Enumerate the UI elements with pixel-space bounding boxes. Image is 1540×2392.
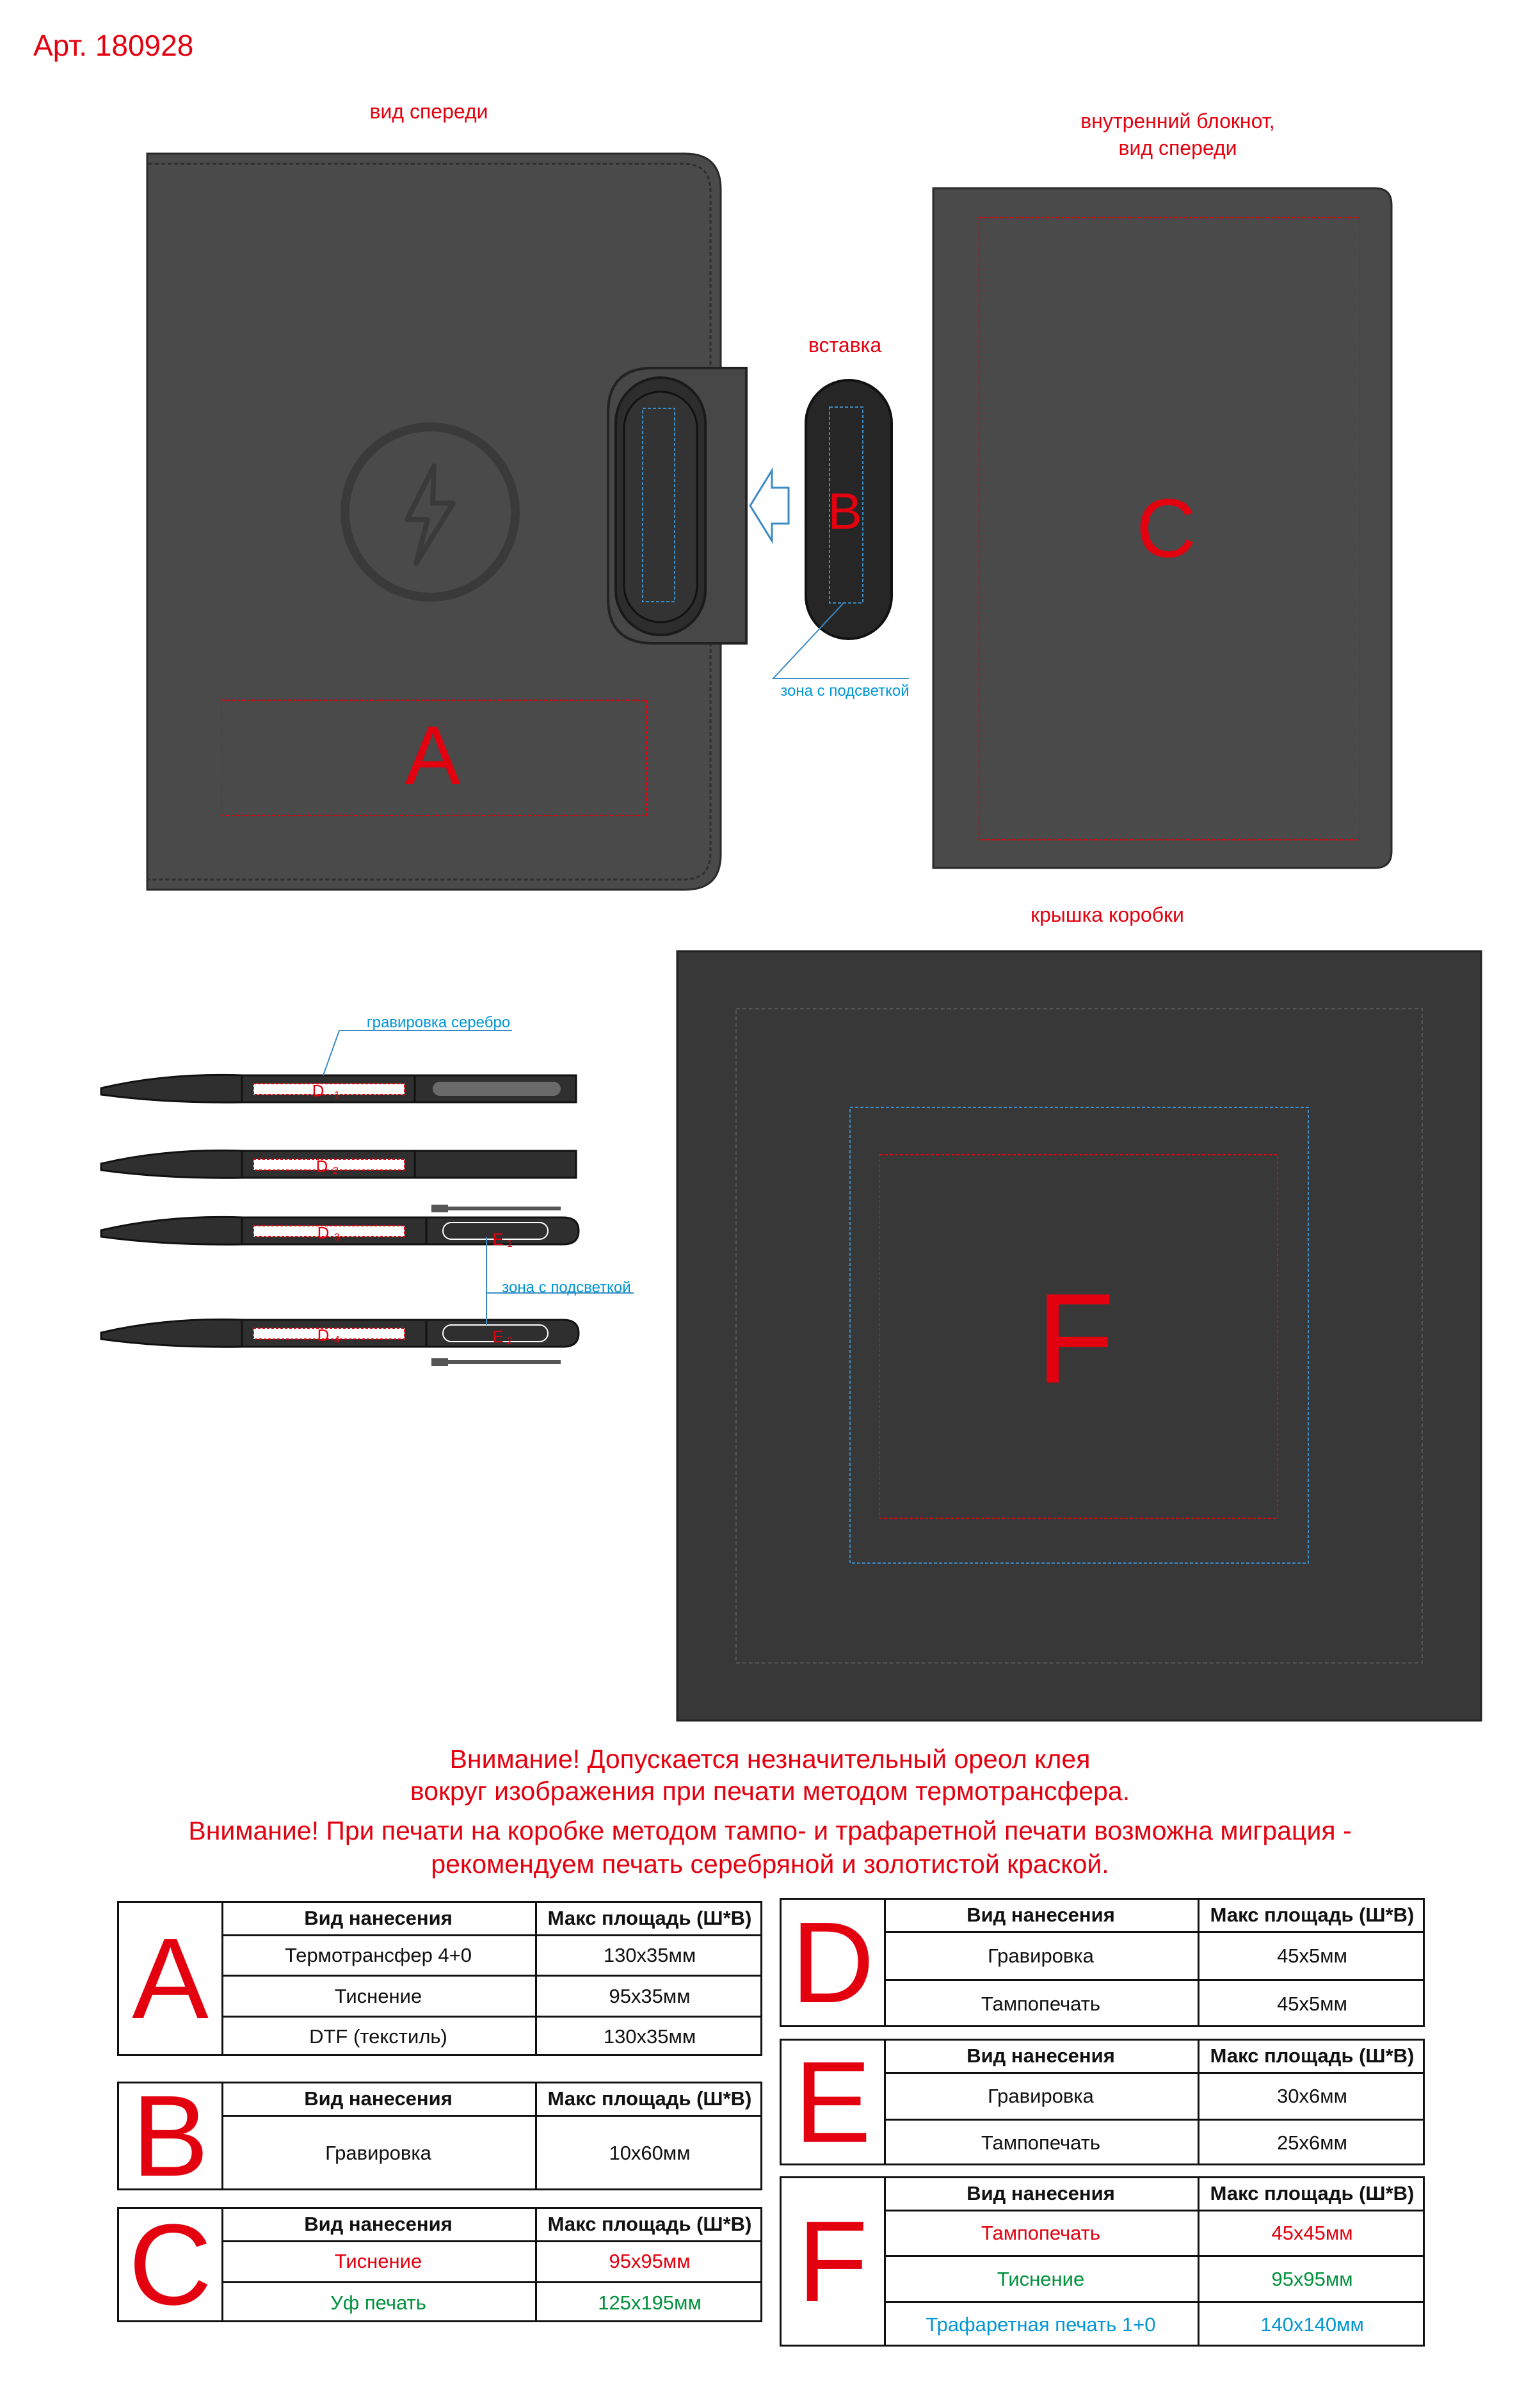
- caption-glow-zone-pen: зона с подсветкой: [502, 1279, 631, 1296]
- pen-2: [101, 1150, 576, 1178]
- svg-text:1: 1: [507, 1239, 513, 1249]
- table-f-row-1-method: Тампопечать: [884, 2210, 1199, 2256]
- caption-inner-notepad-line2: вид спереди: [1118, 136, 1237, 159]
- svg-text:D: D: [312, 1081, 325, 1100]
- svg-text:E: E: [492, 1327, 504, 1346]
- table-c-row-1-method: Тиснение: [221, 2241, 536, 2283]
- table-e-row-1-method: Гравировка: [884, 2073, 1199, 2120]
- warning-line-3: Внимание! При печати на коробке методом тампо- и трафаретной печати возможна миграция -: [188, 1816, 1352, 1845]
- table-a-row-2-area: 95x35мм: [536, 1976, 763, 2017]
- caption-front-view: вид спереди: [369, 100, 488, 123]
- col-header-method: Вид нанесения: [221, 2209, 536, 2241]
- table-b-letter: B: [119, 2083, 223, 2188]
- col-header-max-area: Макс площадь (Ш*В): [536, 2083, 763, 2115]
- table-b-row-1-method: Гравировка: [221, 2115, 536, 2190]
- col-header-max-area: Макс площадь (Ш*В): [1199, 2178, 1425, 2210]
- svg-text:3: 3: [334, 1232, 340, 1243]
- svg-text:D: D: [316, 1157, 328, 1176]
- table-d-row-1-method: Гравировка: [884, 1932, 1199, 1980]
- table-a-letter: A: [119, 1903, 223, 2054]
- table-c-letter: C: [119, 2209, 223, 2320]
- box-lid: [677, 951, 1481, 1721]
- table-f-row-2-area: 95x95мм: [1199, 2256, 1425, 2302]
- caption-box-lid: крышка коробки: [1031, 903, 1184, 926]
- table-f-row-2-method: Тиснение: [884, 2256, 1199, 2302]
- table-d: [780, 1898, 1425, 2027]
- table-f: [780, 2176, 1425, 2347]
- table-f-row-3-method: Трафаретная печать 1+0: [884, 2302, 1199, 2347]
- table-e-letter: E: [782, 2041, 886, 2163]
- pens: [101, 1031, 634, 1366]
- table-c-row-2-area: 125x195мм: [536, 2283, 763, 2322]
- col-header-max-area: Макс площадь (Ш*В): [536, 2209, 763, 2241]
- table-e-row-2-method: Тампопечать: [884, 2120, 1199, 2165]
- warning-line-4: рекомендуем печать серебряной и золотистой краской.: [431, 1849, 1109, 1879]
- col-header-method: Вид нанесения: [884, 2178, 1199, 2210]
- table-e-row-1-area: 30x6мм: [1199, 2073, 1425, 2120]
- svg-text:D: D: [317, 1223, 330, 1242]
- table-e: [780, 2039, 1425, 2165]
- table-c-row-1-area: 95x95мм: [536, 2241, 763, 2283]
- table-d-letter: D: [782, 1900, 886, 2025]
- svg-text:D: D: [317, 1326, 330, 1345]
- table-a-row-3-method: DTF (текстиль): [221, 2017, 536, 2056]
- table-c: [117, 2200, 762, 2329]
- table-d-row-1-area: 45x5мм: [1199, 1932, 1425, 1980]
- table-f-row-3-area: 140x140мм: [1199, 2302, 1425, 2347]
- caption-glow-zone-insert: зона с подсветкой: [780, 682, 910, 700]
- insert-direction-arrow-icon: [750, 470, 789, 541]
- col-header-method: Вид нанесения: [221, 2083, 536, 2115]
- table-e-row-2-area: 25x6мм: [1199, 2120, 1425, 2165]
- svg-text:E: E: [492, 1230, 504, 1249]
- article-number: Арт. 180928: [33, 29, 194, 62]
- table-b-row-1-area: 10x60мм: [536, 2115, 763, 2190]
- zone-letter-b: B: [828, 483, 862, 540]
- table-f-letter: F: [782, 2178, 886, 2345]
- caption-insert: вставка: [808, 333, 882, 357]
- pen-3: [101, 1205, 579, 1249]
- col-header-max-area: Макс площадь (Ш*В): [1199, 2041, 1425, 2073]
- caption-inner-notepad-line1: внутренний блокнот,: [1080, 109, 1275, 132]
- table-a-row-1-method: Термотрансфер 4+0: [221, 1935, 536, 1976]
- col-header-max-area: Макс площадь (Ш*В): [1199, 1900, 1425, 1932]
- table-f-row-1-area: 45x45мм: [1199, 2210, 1425, 2256]
- svg-text:4: 4: [334, 1335, 340, 1345]
- pen-4: [101, 1237, 634, 1366]
- caption-engraving-silver: гравировка серебро: [366, 1014, 511, 1031]
- svg-text:2: 2: [507, 1336, 513, 1347]
- svg-text:2: 2: [333, 1166, 339, 1176]
- col-header-max-area: Макс площадь (Ш*В): [536, 1903, 763, 1935]
- zone-letter-a: A: [405, 709, 461, 802]
- table-a-row-3-area: 130x35мм: [536, 2017, 763, 2056]
- table-c-row-2-method: Уф печать: [221, 2283, 536, 2322]
- table-d-row-2-area: 45x5мм: [1199, 1980, 1425, 2027]
- warning-line-2: вокруг изображения при печати методом термотрансфера.: [410, 1776, 1130, 1806]
- col-header-method: Вид нанесения: [884, 2041, 1199, 2073]
- svg-text:1: 1: [334, 1090, 340, 1101]
- table-d-row-2-method: Тампопечать: [884, 1980, 1199, 2027]
- notepad-inner-view: [933, 188, 1392, 868]
- table-a: [117, 1901, 762, 2056]
- notepad-front-view: [147, 154, 746, 890]
- warning-line-1: Внимание! Допускается незначительный ореол клея: [449, 1744, 1091, 1774]
- col-header-method: Вид нанесения: [884, 1900, 1199, 1932]
- table-b: [117, 2071, 762, 2201]
- insert-part: [773, 380, 909, 678]
- zone-letter-f: F: [1036, 1267, 1115, 1410]
- col-header-method: Вид нанесения: [221, 1903, 536, 1935]
- table-a-row-2-method: Тиснение: [221, 1976, 536, 2017]
- zone-letter-c: C: [1136, 481, 1196, 575]
- table-a-row-1-area: 130x35мм: [536, 1935, 763, 1976]
- pen-1: [101, 1031, 576, 1102]
